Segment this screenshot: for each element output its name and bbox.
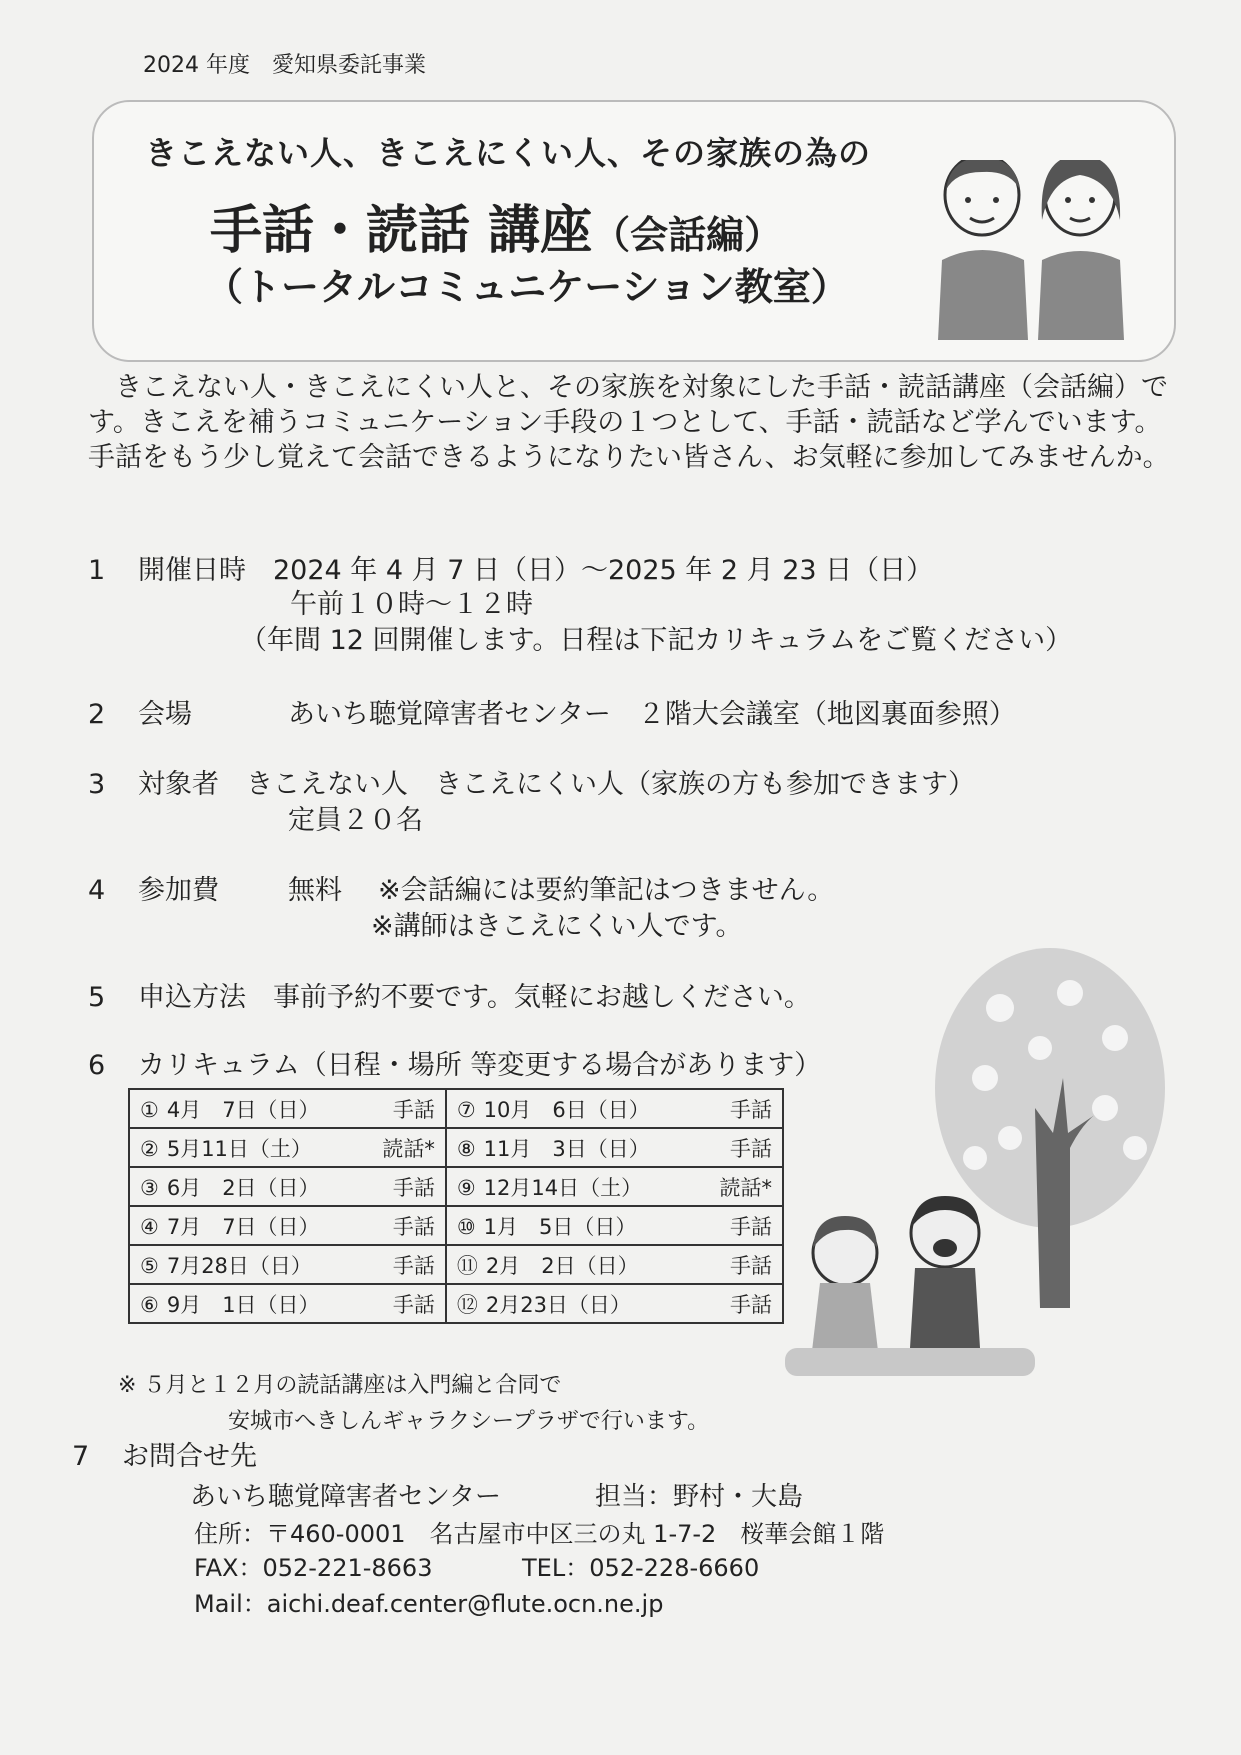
session-type: 手話 xyxy=(392,1214,435,1239)
section-7-num: 7 xyxy=(72,1441,90,1472)
curriculum-row xyxy=(129,1128,783,1167)
curriculum-cell-right xyxy=(446,1284,783,1323)
contact-address: 住所：〒460-0001 名古屋市中区三の丸 1-7-2 桜華会館１階 xyxy=(194,1520,885,1548)
curriculum-row xyxy=(129,1089,783,1128)
curriculum-cell-left xyxy=(129,1284,446,1323)
contact-phone-line xyxy=(194,1548,759,1583)
curriculum-cell-right xyxy=(446,1245,783,1284)
section-2-label: 会場 xyxy=(138,699,192,730)
title-line2 xyxy=(210,188,782,263)
section-5 xyxy=(88,975,811,1014)
session-type: 読話* xyxy=(719,1175,772,1200)
session-number: ⑦ xyxy=(456,1097,476,1122)
session-number: ⑩ xyxy=(456,1214,476,1239)
curriculum-cell-left xyxy=(129,1128,446,1167)
curriculum-cell-right xyxy=(446,1128,783,1167)
curriculum-table xyxy=(128,1088,784,1324)
boy xyxy=(910,1196,980,1348)
session-type: 手話 xyxy=(392,1253,435,1278)
session-date: 7月28日（日） xyxy=(166,1253,312,1278)
session-type: 手話 xyxy=(392,1175,435,1200)
section-5-label: 申込方法 xyxy=(138,982,246,1013)
session-type: 手話 xyxy=(392,1292,435,1317)
section-2 xyxy=(88,692,1016,731)
curriculum-cell-left xyxy=(129,1206,446,1245)
section-6-label: カリキュラム（日程・場所 等変更する場合があります） xyxy=(138,1050,822,1081)
session-type: 手話 xyxy=(730,1214,772,1239)
contact-fax: FAX：052-221-8663 xyxy=(194,1554,433,1582)
curriculum-cell-right xyxy=(446,1089,783,1128)
intro-paragraph: きこえない人・きこえにくい人と、その家族を対象にした手話・読話講座（会話編）です。きこえを補うコミュニケーション手段の１つとして、手話・読話など学んでいます。手話をもう少し覚えて会話できるようになりたい皆さん、お気軽に参加してみませんか。 xyxy=(88,372,1170,473)
contact-mail[interactable]: Mail：aichi.deaf.center@flute.ocn.ne.jp xyxy=(194,1590,664,1618)
section-1-time: 午前１０時～１２時 xyxy=(290,589,533,620)
session-number: ⑥ xyxy=(140,1292,159,1317)
session-type: 手話 xyxy=(730,1136,772,1161)
curriculum-cell-right xyxy=(446,1206,783,1245)
section-4-label: 参加費 xyxy=(138,875,219,906)
section-1-num: 1 xyxy=(88,555,106,586)
section-6 xyxy=(88,1043,821,1082)
session-number: ⑫ xyxy=(456,1292,478,1317)
session-date: 10月 6日（日） xyxy=(483,1097,650,1122)
contact-tel: TEL：052-228-6660 xyxy=(522,1554,760,1582)
venue-note-line1: ※ ５月と１２月の読話講座は入門編と合同で xyxy=(118,1373,562,1398)
section-3-capacity: 定員２０名 xyxy=(288,805,423,836)
title-main: 手話・読話 講座 xyxy=(210,201,593,261)
curriculum-row xyxy=(129,1245,783,1284)
contact-org: あいち聴覚障害者センター xyxy=(190,1482,501,1512)
section-1-label: 開催日時 xyxy=(138,555,246,586)
session-number: ④ xyxy=(140,1214,159,1239)
section-1-value: 2024 年 4 月 7 日（日）～2025 年 2 月 23 日（日） xyxy=(273,555,934,586)
header-year-label: 2024 年度 愛知県委託事業 xyxy=(143,53,426,78)
session-number: ⑧ xyxy=(456,1136,476,1161)
session-number: ① xyxy=(140,1097,159,1122)
section-3-num: 3 xyxy=(88,769,106,800)
session-type: 手話 xyxy=(730,1292,772,1317)
session-date: 7月 7日（日） xyxy=(166,1214,320,1239)
session-date: 9月 1日（日） xyxy=(166,1292,320,1317)
section-7 xyxy=(72,1434,257,1473)
session-date: 2月23日（日） xyxy=(485,1292,631,1317)
section-4-note1: ※会話編には要約筆記はつきません。 xyxy=(378,875,835,906)
session-date: 5月11日（土） xyxy=(166,1136,312,1161)
section-4-note2: ※講師はきこえにくい人です。 xyxy=(371,911,743,942)
session-type: 手話 xyxy=(730,1097,772,1122)
section-7-label: お問合せ先 xyxy=(122,1441,257,1472)
curriculum-row xyxy=(129,1284,783,1323)
session-date: 4月 7日（日） xyxy=(166,1097,320,1122)
title-line1: きこえない人、きこえにくい人、その家族の為の xyxy=(145,134,872,172)
section-2-num: 2 xyxy=(88,699,106,730)
section-3-value: きこえない人 きこえにくい人（家族の方も参加できます） xyxy=(246,769,975,800)
curriculum-cell-left xyxy=(129,1167,446,1206)
tree-kids-illustration xyxy=(785,948,1175,1378)
session-type: 手話 xyxy=(730,1253,772,1278)
session-type: 読話* xyxy=(382,1136,435,1161)
section-5-num: 5 xyxy=(88,982,106,1013)
session-date: 11月 3日（日） xyxy=(483,1136,650,1161)
curriculum-cell-right xyxy=(446,1167,783,1206)
section-3-label: 対象者 xyxy=(138,769,219,800)
session-date: 1月 5日（日） xyxy=(483,1214,637,1239)
curriculum-row xyxy=(129,1167,783,1206)
section-3 xyxy=(88,762,975,801)
session-date: 2月 2日（日） xyxy=(485,1253,639,1278)
section-2-value: あいち聴覚障害者センター ２階大会議室（地図裏面参照） xyxy=(288,699,1016,730)
session-number: ② xyxy=(140,1136,159,1161)
section-1-schedule-note: （年間 12 回開催します。日程は下記カリキュラムをご覧ください） xyxy=(240,625,1073,656)
man-figure xyxy=(938,160,1028,340)
people-illustration xyxy=(930,160,1130,340)
section-4-num: 4 xyxy=(88,875,106,906)
title-line3: （トータルコミュニケーション教室） xyxy=(205,265,849,309)
contact-org-line xyxy=(190,1476,803,1513)
session-number: ③ xyxy=(140,1175,159,1200)
girl xyxy=(810,1216,880,1368)
contact-staff: 担当：野村・大島 xyxy=(595,1482,804,1512)
curriculum-row xyxy=(129,1206,783,1245)
woman-figure xyxy=(1038,160,1124,340)
session-type: 手話 xyxy=(392,1097,435,1122)
section-6-num: 6 xyxy=(88,1050,106,1081)
curriculum-cell-left xyxy=(129,1245,446,1284)
curriculum-cell-left xyxy=(129,1089,446,1128)
venue-note-line2: 安城市へきしんギャラクシープラザで行います。 xyxy=(228,1409,710,1434)
section-5-value: 事前予約不要です。気軽にお越しください。 xyxy=(273,982,811,1013)
section-4 xyxy=(88,868,834,907)
curriculum-body xyxy=(129,1089,783,1323)
session-date: 6月 2日（日） xyxy=(166,1175,320,1200)
session-number: ⑪ xyxy=(456,1253,478,1278)
section-4-value: 無料 xyxy=(288,875,342,906)
session-date: 12月14日（土） xyxy=(483,1175,643,1200)
session-number: ⑤ xyxy=(140,1253,159,1278)
session-number: ⑨ xyxy=(456,1175,476,1200)
title-sub: （会話編） xyxy=(592,213,783,257)
